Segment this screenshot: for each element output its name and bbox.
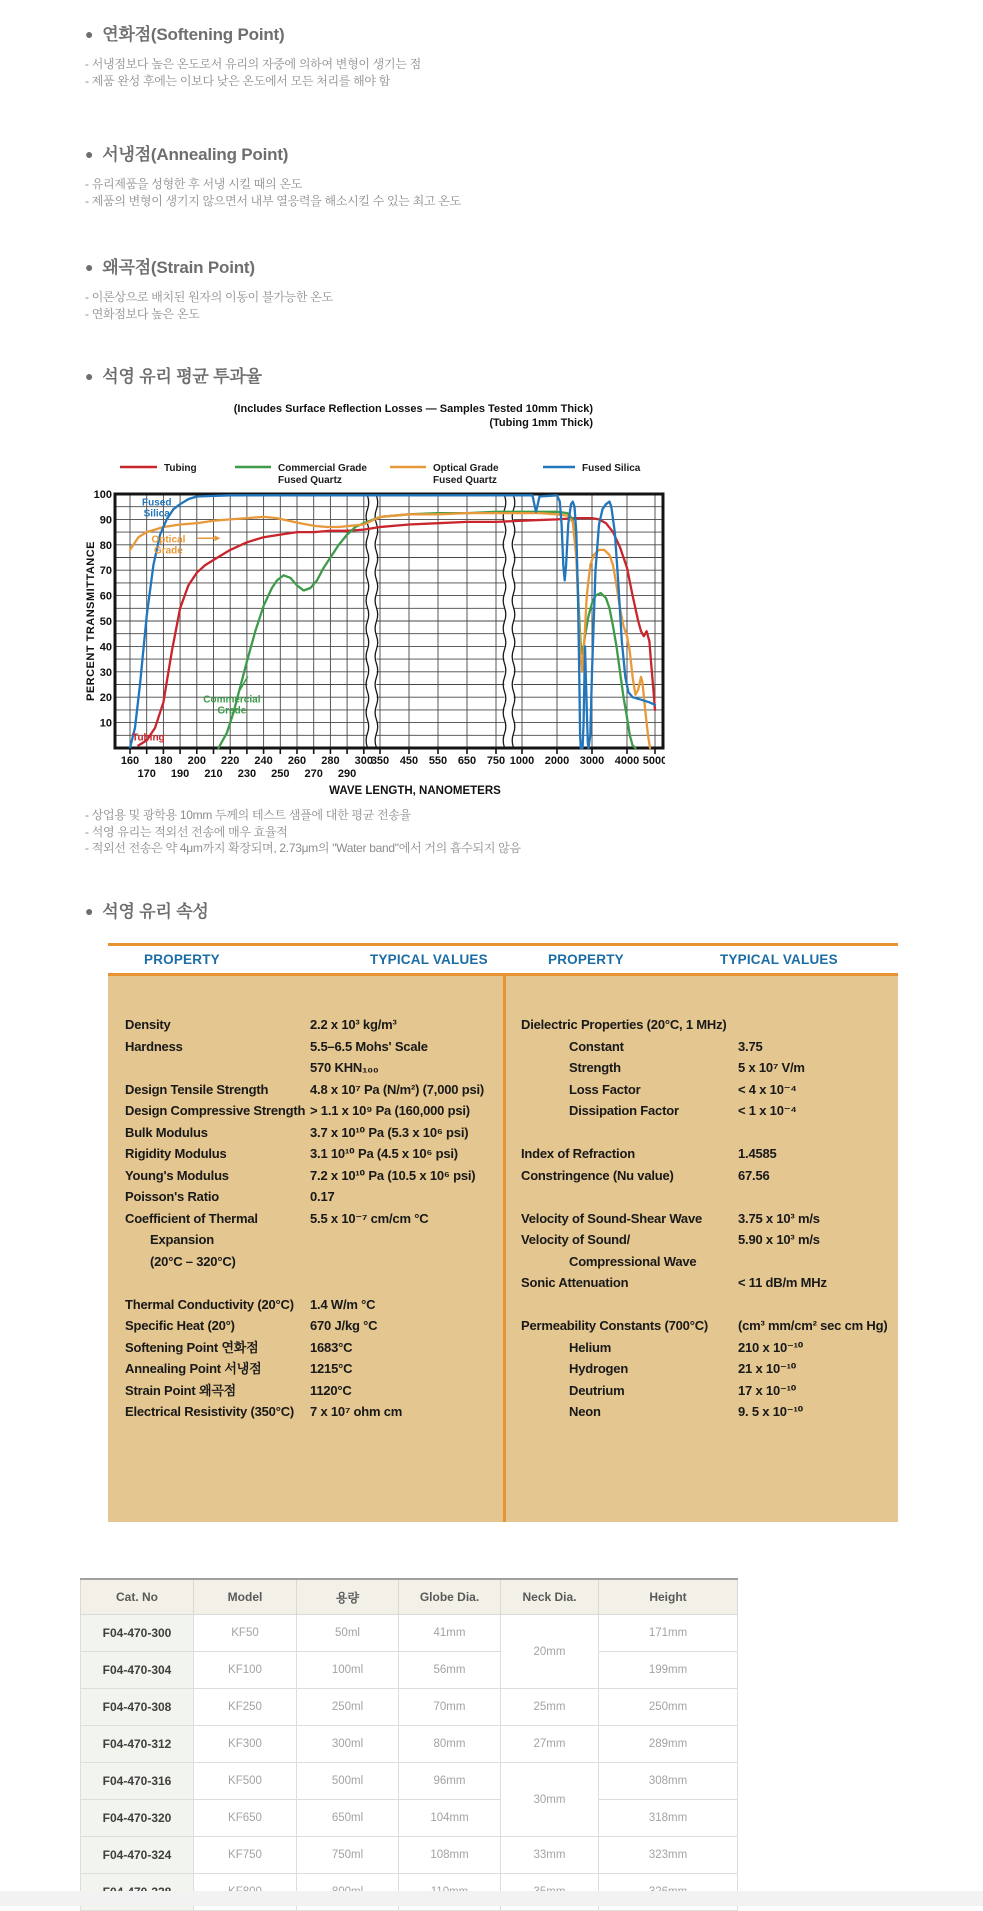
chart-annotation (142, 497, 171, 519)
svg-text:300: 300 (354, 755, 373, 767)
property-row (506, 1315, 898, 1337)
property-value: 1215°C (310, 1361, 353, 1376)
property-row (108, 1251, 500, 1273)
property-name: Permeability Constants (700°C) (521, 1318, 709, 1333)
properties-body (108, 976, 898, 1522)
model-cell: KF500 (194, 1763, 297, 1800)
property-value: 1683°C (310, 1339, 353, 1355)
property-gap-row (506, 1122, 898, 1144)
y-axis (85, 489, 112, 730)
model-cell: KF50 (194, 1615, 297, 1652)
section-notes (85, 176, 915, 209)
series-commercial-grade-fused-quartz (219, 512, 636, 748)
svg-text:5000: 5000 (642, 755, 665, 767)
property-row (108, 1229, 500, 1251)
svg-text:550: 550 (428, 755, 448, 767)
svg-text:90: 90 (99, 514, 112, 527)
bullet-line: - 연화점보다 높은 온도 (85, 306, 200, 321)
property-row (506, 1358, 898, 1380)
globe-dia-cell: 70mm (399, 1689, 501, 1726)
section-title: 연화점(Softening Point) (102, 25, 285, 44)
globe-dia-cell: 104mm (399, 1800, 501, 1837)
svg-text:2000: 2000 (544, 755, 570, 767)
model-cell: KF250 (194, 1689, 297, 1726)
height-cell: 318mm (599, 1800, 738, 1837)
capacity-cell: 500ml (297, 1763, 399, 1800)
property-name: Specific Heat (20°) (125, 1318, 235, 1333)
property-value: 7.2 x 10¹⁰ Pa (10.5 x 10⁶ psi) (310, 1167, 476, 1183)
property-row (108, 1014, 500, 1036)
property-value: 1.4585 (738, 1146, 777, 1161)
footer-strip (0, 1891, 983, 1906)
svg-text:100: 100 (93, 489, 112, 501)
property-row (108, 1337, 500, 1359)
property-row (108, 1208, 500, 1230)
column-header: Globe Dia. (399, 1579, 501, 1615)
section-transmittance (85, 362, 915, 387)
height-cell: 199mm (599, 1652, 738, 1689)
svg-text:170: 170 (137, 768, 156, 780)
transmittance-chart-svg (85, 396, 665, 801)
section-strain-point (85, 253, 915, 322)
svg-text:PERCENT TRANSMITTANCE: PERCENT TRANSMITTANCE (85, 540, 97, 702)
property-row (506, 1272, 898, 1294)
section-title: 석영 유리 속성 (102, 902, 209, 921)
model-cell: KF300 (194, 1726, 297, 1763)
property-row (506, 1208, 898, 1230)
property-row (108, 1401, 500, 1423)
column-header: Cat. No (81, 1579, 194, 1615)
svg-text:Tubing: Tubing (164, 463, 197, 474)
table-row (81, 1615, 738, 1652)
cat-no-cell: F04-470-304 (81, 1652, 194, 1689)
neck-dia-cell: 25mm (501, 1689, 599, 1726)
globe-dia-cell: 41mm (399, 1615, 501, 1652)
svg-text:Tubing: Tubing (132, 732, 165, 744)
property-value: 670 J/kg °C (310, 1318, 378, 1333)
svg-text:3000: 3000 (579, 755, 605, 767)
section-title: 석영 유리 평균 투과율 (102, 367, 262, 386)
property-gap-row (108, 1272, 500, 1294)
property-gap-row (506, 1294, 898, 1316)
property-name: Dissipation Factor (569, 1103, 679, 1118)
property-name: Hydrogen (569, 1361, 629, 1376)
svg-text:Optical Grade: Optical Grade (433, 463, 499, 474)
product-table-header-row (81, 1579, 738, 1615)
cat-no-cell: F04-470-320 (81, 1800, 194, 1837)
section-notes (85, 56, 915, 89)
property-value: 5.5 x 10⁻⁷ cm/cm °C (310, 1210, 429, 1226)
property-value: > 1.1 x 10⁹ Pa (160,000 psi) (310, 1103, 470, 1118)
svg-text:260: 260 (287, 755, 307, 767)
property-row (108, 1036, 500, 1058)
property-row (506, 1229, 898, 1251)
svg-text:Commercial: Commercial (203, 694, 261, 706)
property-value: 67.56 (738, 1167, 770, 1183)
transmittance-chart (85, 396, 665, 801)
property-row (506, 1036, 898, 1058)
table-row (81, 1837, 738, 1874)
property-value: < 1 x 10⁻⁴ (738, 1103, 797, 1118)
property-value: 21 x 10⁻¹⁰ (738, 1361, 797, 1376)
property-name: Density (125, 1017, 171, 1032)
model-cell: KF100 (194, 1652, 297, 1689)
property-value: 4.8 x 10⁷ Pa (N/m²) (7,000 psi) (310, 1081, 485, 1097)
svg-text:Optical: Optical (151, 534, 186, 546)
property-name: Velocity of Sound-Shear Wave (521, 1210, 703, 1226)
chart-annotation (151, 534, 220, 556)
svg-text:70: 70 (99, 565, 112, 578)
bullet-line: - 제품의 변형이 생기지 않으면서 내부 열응력을 해소시킬 수 있는 최고 온도 (85, 193, 461, 208)
chart-legend (120, 463, 641, 486)
property-name: Index of Refraction (521, 1146, 635, 1161)
bullet-line: - 서냉점보다 높은 온도로서 유리의 자중에 의하여 변형이 생기는 점 (85, 57, 421, 71)
section-title: 왜곡점(Strain Point) (102, 258, 255, 277)
svg-text:350: 350 (370, 755, 390, 767)
column-header: 용량 (297, 1579, 399, 1615)
product-spec-table-wrap (80, 1578, 738, 1911)
svg-text:WAVE LENGTH, NANOMETERS: WAVE LENGTH, NANOMETERS (329, 785, 501, 797)
property-name: Poisson's Ratio (125, 1189, 219, 1204)
bullet-icon: ● (85, 259, 94, 275)
section-heading (85, 253, 915, 278)
section-title: 서냉점(Annealing Point) (102, 145, 289, 164)
table-row (81, 1726, 738, 1763)
globe-dia-cell: 80mm (399, 1726, 501, 1763)
globe-dia-cell: 108mm (399, 1837, 501, 1874)
svg-text:750: 750 (486, 755, 506, 767)
property-row (506, 1251, 898, 1273)
svg-text:180: 180 (154, 755, 173, 767)
section-heading (85, 897, 915, 922)
property-row (506, 1057, 898, 1079)
property-value: 5 x 10⁷ V/m (738, 1060, 805, 1075)
svg-text:250: 250 (271, 768, 290, 780)
section-annealing-point (85, 140, 915, 209)
property-name: Constant (569, 1038, 624, 1054)
property-name: Helium (569, 1339, 612, 1355)
property-name: Coefficient of Thermal (125, 1210, 258, 1226)
bullet-icon: ● (85, 146, 94, 162)
property-value: 7 x 10⁷ ohm cm (310, 1404, 403, 1419)
capacity-cell: 50ml (297, 1615, 399, 1652)
property-name: Strain Point 왜곡점 (125, 1382, 237, 1398)
capacity-cell: 100ml (297, 1652, 399, 1689)
svg-text:Fused Quartz: Fused Quartz (433, 475, 497, 486)
bullet-line: - 상업용 및 광학용 10mm 두께의 테스트 샘플에 대한 평균 전송율 (85, 808, 411, 822)
quartz-properties-table (108, 943, 898, 1522)
cat-no-cell: F04-470-312 (81, 1726, 194, 1763)
column-header: Neck Dia. (501, 1579, 599, 1615)
x-axis (121, 748, 665, 797)
section-heading (85, 140, 915, 165)
cat-no-cell: F04-470-300 (81, 1615, 194, 1652)
property-row (108, 1100, 500, 1122)
property-name: Design Tensile Strength (125, 1081, 269, 1097)
property-value: 3.75 x 10³ m/s (738, 1210, 820, 1226)
property-row (506, 1100, 898, 1122)
property-name: Young's Modulus (125, 1167, 229, 1183)
property-column-header: PROPERTY (144, 952, 220, 967)
property-name: Expansion (150, 1232, 214, 1247)
svg-text:200: 200 (187, 755, 206, 767)
property-value: 9. 5 x 10⁻¹⁰ (738, 1404, 804, 1419)
globe-dia-cell: 56mm (399, 1652, 501, 1689)
svg-text:Silica: Silica (143, 508, 170, 520)
section-heading (85, 362, 915, 387)
property-name: Sonic Attenuation (521, 1275, 629, 1290)
bullet-icon: ● (85, 26, 94, 42)
bullet-icon: ● (85, 903, 94, 919)
svg-text:270: 270 (304, 768, 323, 780)
property-name: Design Compressive Strength (125, 1103, 306, 1118)
property-row (108, 1294, 500, 1316)
svg-text:40: 40 (99, 641, 112, 654)
property-value: 17 x 10⁻¹⁰ (738, 1382, 797, 1398)
section-properties (85, 897, 915, 922)
svg-text:650: 650 (457, 755, 477, 767)
chart-annotation (132, 732, 165, 743)
neck-dia-cell: 27mm (501, 1726, 599, 1763)
neck-dia-cell: 33mm (501, 1837, 599, 1874)
svg-text:450: 450 (399, 755, 419, 767)
capacity-cell: 300ml (297, 1726, 399, 1763)
property-value: < 4 x 10⁻⁴ (738, 1081, 797, 1097)
typical-values-column-header: TYPICAL VALUES (720, 952, 838, 967)
height-cell: 308mm (599, 1763, 738, 1800)
property-value: 570 KHN₁₀₀ (310, 1060, 379, 1075)
chart-notes (85, 807, 915, 857)
svg-text:210: 210 (204, 768, 223, 780)
cat-no-cell: F04-470-316 (81, 1763, 194, 1800)
property-value: 1.4 W/m °C (310, 1296, 376, 1312)
svg-text:(Tubing 1mm Thick): (Tubing 1mm Thick) (489, 417, 593, 429)
bullet-line: - 유리제품을 성형한 후 서냉 시킬 때의 온도 (85, 177, 302, 191)
property-name: Neon (569, 1404, 601, 1419)
property-column-header: PROPERTY (548, 952, 624, 967)
property-name: Thermal Conductivity (20°C) (125, 1296, 294, 1312)
svg-text:290: 290 (337, 768, 357, 780)
table-row (81, 1800, 738, 1837)
model-cell: KF650 (194, 1800, 297, 1837)
svg-text:280: 280 (321, 755, 340, 767)
property-value: 1120°C (310, 1382, 352, 1398)
property-name: Strength (569, 1060, 621, 1075)
svg-text:240: 240 (254, 755, 273, 767)
property-row (108, 1057, 500, 1079)
series-optical-grade-fused-quartz (130, 513, 650, 748)
property-value: 2.2 x 10³ kg/m³ (310, 1017, 397, 1032)
property-name: Rigidity Modulus (125, 1146, 227, 1161)
bullet-icon: ● (85, 368, 94, 384)
property-name: Compressional Wave (569, 1253, 697, 1269)
svg-text:190: 190 (170, 768, 190, 780)
chart-title (234, 403, 594, 429)
property-value: 5.5–6.5 Mohs' Scale (310, 1038, 428, 1054)
product-spec-table (80, 1578, 738, 1911)
svg-text:Grade: Grade (153, 545, 183, 557)
svg-text:50: 50 (99, 616, 112, 628)
properties-left-column (108, 1014, 500, 1423)
property-row (108, 1079, 500, 1101)
property-name: Loss Factor (569, 1081, 641, 1097)
property-row (506, 1014, 898, 1036)
svg-text:220: 220 (221, 755, 240, 767)
property-name: Hardness (125, 1038, 183, 1054)
neck-dia-cell: 20mm (501, 1615, 599, 1689)
globe-dia-cell: 96mm (399, 1763, 501, 1800)
height-cell: 250mm (599, 1689, 738, 1726)
property-row (108, 1186, 500, 1208)
property-row (506, 1401, 898, 1423)
capacity-cell: 650ml (297, 1800, 399, 1837)
svg-text:4000: 4000 (614, 755, 640, 767)
property-name: Bulk Modulus (125, 1124, 208, 1140)
property-value: 5.90 x 10³ m/s (738, 1232, 820, 1247)
section-notes (85, 807, 915, 857)
neck-dia-cell: 30mm (501, 1763, 599, 1837)
property-name: Dielectric Properties (20°C, 1 MHz) (521, 1017, 727, 1032)
property-row (506, 1165, 898, 1187)
column-header: Height (599, 1579, 738, 1615)
property-row (108, 1380, 500, 1402)
svg-text:1000: 1000 (509, 755, 535, 767)
model-cell: KF750 (194, 1837, 297, 1874)
column-header: Model (194, 1579, 297, 1615)
bullet-line: - 석영 유리는 적외선 전송에 매우 효율적 (85, 824, 288, 839)
properties-right-column (506, 1014, 898, 1423)
svg-text:80: 80 (99, 539, 112, 552)
height-cell: 323mm (599, 1837, 738, 1874)
property-value: < 11 dB/m MHz (738, 1275, 827, 1290)
property-value: (cm³ mm/cm² sec cm Hg) (738, 1318, 888, 1333)
svg-text:160: 160 (120, 755, 140, 767)
properties-header-row (108, 943, 898, 976)
svg-text:60: 60 (99, 590, 112, 603)
property-value: 3.7 x 10¹⁰ Pa (5.3 x 10⁶ psi) (310, 1124, 469, 1140)
cat-no-cell: F04-470-324 (81, 1837, 194, 1874)
property-row (108, 1358, 500, 1380)
section-notes (85, 289, 915, 322)
svg-text:(Includes Surface Reflection L: (Includes Surface Reflection Losses — Samples Tested 10mm Thick) (233, 403, 593, 415)
svg-text:Fused: Fused (141, 497, 172, 509)
property-row (108, 1122, 500, 1144)
table-row (81, 1689, 738, 1726)
property-row (506, 1380, 898, 1402)
property-value: 3.1 10¹⁰ Pa (4.5 x 10⁶ psi) (310, 1146, 458, 1161)
svg-text:10: 10 (99, 717, 112, 730)
svg-text:30: 30 (99, 666, 112, 679)
property-name: Electrical Resistivity (350°C) (125, 1404, 295, 1419)
property-row (108, 1315, 500, 1337)
property-row (506, 1337, 898, 1359)
property-value: 3.75 (738, 1038, 763, 1054)
property-name: Annealing Point 서냉점 (125, 1361, 262, 1376)
bullet-line: - 적외선 전송은 약 4μm까지 확장되며, 2.73μm의 "Water band"에서 거의 흡수되지 않음 (85, 841, 521, 855)
property-value: 210 x 10⁻¹⁰ (738, 1339, 804, 1355)
height-cell: 171mm (599, 1615, 738, 1652)
svg-text:Fused Silica: Fused Silica (582, 463, 641, 474)
property-row (506, 1079, 898, 1101)
property-gap-row (506, 1186, 898, 1208)
capacity-cell: 250ml (297, 1689, 399, 1726)
property-name: Deutrium (569, 1382, 625, 1398)
table-row (81, 1763, 738, 1800)
svg-text:Grade: Grade (217, 705, 247, 717)
height-cell: 289mm (599, 1726, 738, 1763)
svg-text:230: 230 (237, 768, 257, 780)
svg-text:20: 20 (99, 692, 112, 705)
table-row (81, 1652, 738, 1689)
bullet-line: - 이론상으로 배치된 원자의 이동이 불가능한 온도 (85, 290, 333, 304)
property-name: (20°C – 320°C) (150, 1253, 236, 1269)
typical-values-column-header: TYPICAL VALUES (370, 952, 488, 967)
property-name: Constringence (Nu value) (521, 1167, 674, 1183)
svg-text:Commercial Grade: Commercial Grade (278, 463, 367, 474)
section-heading (85, 20, 915, 45)
svg-text:Fused Quartz: Fused Quartz (278, 475, 342, 486)
capacity-cell: 750ml (297, 1837, 399, 1874)
bullet-line: - 제품 완성 후에는 이보다 낮은 온도에서 모든 처리를 해야 함 (85, 73, 391, 88)
property-value: 0.17 (310, 1189, 335, 1204)
property-row (108, 1165, 500, 1187)
property-row (506, 1143, 898, 1165)
property-row (108, 1143, 500, 1165)
section-softening-point (85, 20, 915, 89)
cat-no-cell: F04-470-308 (81, 1689, 194, 1726)
property-name: Velocity of Sound/ (521, 1232, 631, 1247)
property-name: Softening Point 연화점 (125, 1339, 259, 1355)
